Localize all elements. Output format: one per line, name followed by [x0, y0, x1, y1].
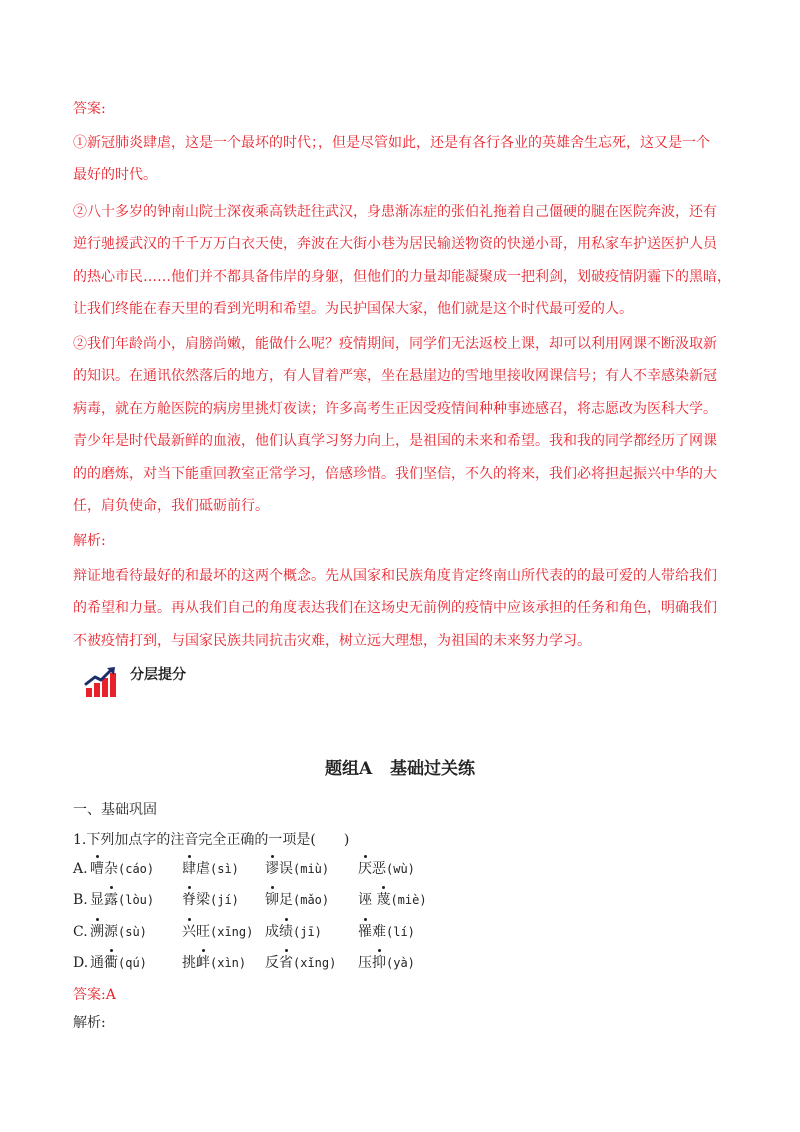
option-letter: C.	[73, 924, 88, 940]
option-item	[90, 922, 147, 942]
pinyin: (sù)	[118, 925, 147, 939]
pinyin: (sì)	[210, 862, 239, 876]
dotted-char: 铆	[265, 892, 279, 908]
text-line: ②八十多岁的钟南山院士深夜乘高铁赶往武汉，身患渐冻症的张伯礼拖着自己僵硬的腿在医院奔波，还有	[73, 204, 717, 220]
pinyin: (lí)	[386, 925, 415, 939]
answer-label: 答案:	[73, 101, 106, 117]
question-stem: 1.下列加点字的注音完全正确的一项是( )	[73, 832, 350, 848]
text-line: 的的磨炼，对当下能重回教室正常学习，倍感珍惜。我们坚信，不久的将来，我们必将担起振兴中华的大	[73, 465, 717, 482]
answer-paragraph-2	[73, 196, 733, 326]
dotted-char: 抑	[372, 955, 386, 971]
answer-paragraph-3	[73, 328, 733, 522]
pinyin: (yà)	[386, 956, 415, 970]
pinyin: (xìn)	[210, 956, 247, 970]
word-part: 诬	[358, 892, 377, 908]
option-item	[265, 953, 336, 973]
pinyin: (jí)	[210, 893, 239, 907]
pinyin: (lòu)	[118, 893, 155, 907]
dotted-char: 衢	[104, 955, 118, 971]
option-letter: A.	[73, 861, 88, 877]
growth-chart-icon	[84, 666, 118, 698]
word-part: 旺	[196, 924, 210, 940]
dotted-char: 绩	[279, 924, 293, 940]
pinyin: (jī)	[293, 925, 322, 939]
option-item	[358, 890, 427, 910]
option-item	[90, 859, 154, 879]
question-analysis-label: 解析:	[73, 1015, 106, 1031]
word-part: 虐	[196, 861, 210, 877]
dotted-char: 兴	[182, 924, 196, 940]
text-line: ①新冠肺炎肆虐，这是一个最坏的时代；，但是尽管如此，还是有各行各业的英雄舍生忘死，这又是一个	[73, 135, 710, 151]
word-part: 误	[279, 861, 293, 877]
text-line: 辩证地看待最好的和最坏的这两个概念。先从国家和民族角度肯定终南山所代表的的最可爱的人带给我们	[73, 568, 717, 584]
word-part: 压	[358, 955, 372, 971]
analysis-label: 解析:	[73, 533, 106, 549]
word-part: 挑	[182, 955, 196, 971]
pinyin: (miè)	[390, 893, 427, 907]
dotted-char: 蔑	[376, 892, 391, 908]
dotted-char: 谬	[265, 861, 279, 877]
text-line: 病毒，就在方舱医院的病房里挑灯夜读；许多高考生正因受疫情间种种事迹感召，将志愿改为医科大学。	[73, 400, 717, 417]
text-line: 不被疫情打到，与国家民族共同抗击灾难，树立远大理想，为祖国的未来努力学习。	[73, 632, 591, 649]
text-line: ②我们年龄尚小，肩膀尚嫩，能做什么呢？疫情期间，同学们无法返校上课，却可以利用网课不断汲取新	[73, 336, 717, 352]
dotted-char: 省	[279, 955, 293, 971]
pinyin: (mǎo)	[293, 893, 330, 907]
text-line: 让我们终能在春天里的看到光明和希望。为民护国保大家，他们就是这个时代最可爱的人。	[73, 301, 633, 318]
text-line: 青少年是时代最新鲜的血液，他们认真学习努力向上，是祖国的未来和希望。我和我的同学都经历了网课	[73, 433, 717, 450]
option-item	[265, 890, 329, 910]
word-part: 源	[104, 924, 118, 940]
text-line: 任，肩负使命，我们砥砺前行。	[73, 498, 269, 515]
word-part: 反	[265, 955, 279, 971]
pinyin: (cáo)	[118, 862, 155, 876]
dotted-char: 肆	[182, 861, 196, 877]
option-item	[182, 953, 246, 973]
text-line: 的希望和力量。再从我们自己的角度表达我们在这场史无前例的疫情中应该承担的任务和角色，明确我们	[73, 600, 717, 617]
word-part: 难	[372, 924, 386, 940]
option-item	[182, 859, 239, 879]
option-item	[265, 859, 329, 879]
section-heading: 一、基础巩固	[73, 802, 157, 818]
option-item	[90, 890, 154, 910]
word-part: 杂	[104, 861, 118, 877]
dotted-char: 溯	[90, 924, 104, 940]
option-item	[358, 953, 415, 973]
option-item	[358, 922, 415, 942]
dotted-char: 厌	[358, 861, 372, 877]
word-part: 恶	[372, 861, 386, 877]
dotted-char: 嘈	[90, 861, 104, 877]
option-item	[265, 922, 322, 942]
option-item	[358, 859, 415, 879]
dotted-char: 罹	[358, 924, 372, 940]
dotted-char: 脊	[182, 892, 196, 908]
option-letter: B.	[73, 892, 88, 908]
word-part: 成	[265, 924, 279, 940]
dotted-char: 衅	[196, 955, 210, 971]
pinyin: (xǐng)	[293, 956, 337, 970]
pinyin: (wù)	[386, 862, 415, 876]
option-item	[90, 953, 147, 973]
question-answer: 答案:A	[73, 987, 116, 1003]
word-part: 通	[90, 955, 104, 971]
option-item	[182, 890, 239, 910]
word-part: 足	[279, 892, 293, 908]
text-line: 的热心市民……他们并不都具备伟岸的身躯，但他们的力量却能凝聚成一把利剑，划破疫情阴霾下的黑暗，	[73, 268, 731, 285]
pinyin: (miù)	[293, 862, 330, 876]
group-title: 题组A 基础过关练	[325, 759, 475, 779]
word-part: 梁	[196, 892, 210, 908]
pinyin: (qú)	[118, 956, 147, 970]
analysis-paragraph	[73, 560, 733, 657]
text-line: 的知识。在通讯依然落后的地方，有人冒着严寒，坐在悬崖边的雪地里接收网课信号；有人不幸感染新冠	[73, 368, 717, 385]
answer-paragraph-1	[73, 127, 733, 192]
option-item	[182, 922, 253, 942]
dotted-char: 露	[104, 892, 118, 908]
level-heading: 分层提分	[130, 667, 186, 683]
text-line: 最好的时代。	[73, 167, 157, 184]
option-letter: D.	[73, 955, 89, 971]
word-part: 显	[90, 892, 104, 908]
pinyin: (xīng)	[210, 925, 254, 939]
text-line: 逆行驰援武汉的千千万万白衣天使，奔波在大街小巷为居民输送物资的快递小哥，用私家车护送医护人员	[73, 236, 717, 253]
